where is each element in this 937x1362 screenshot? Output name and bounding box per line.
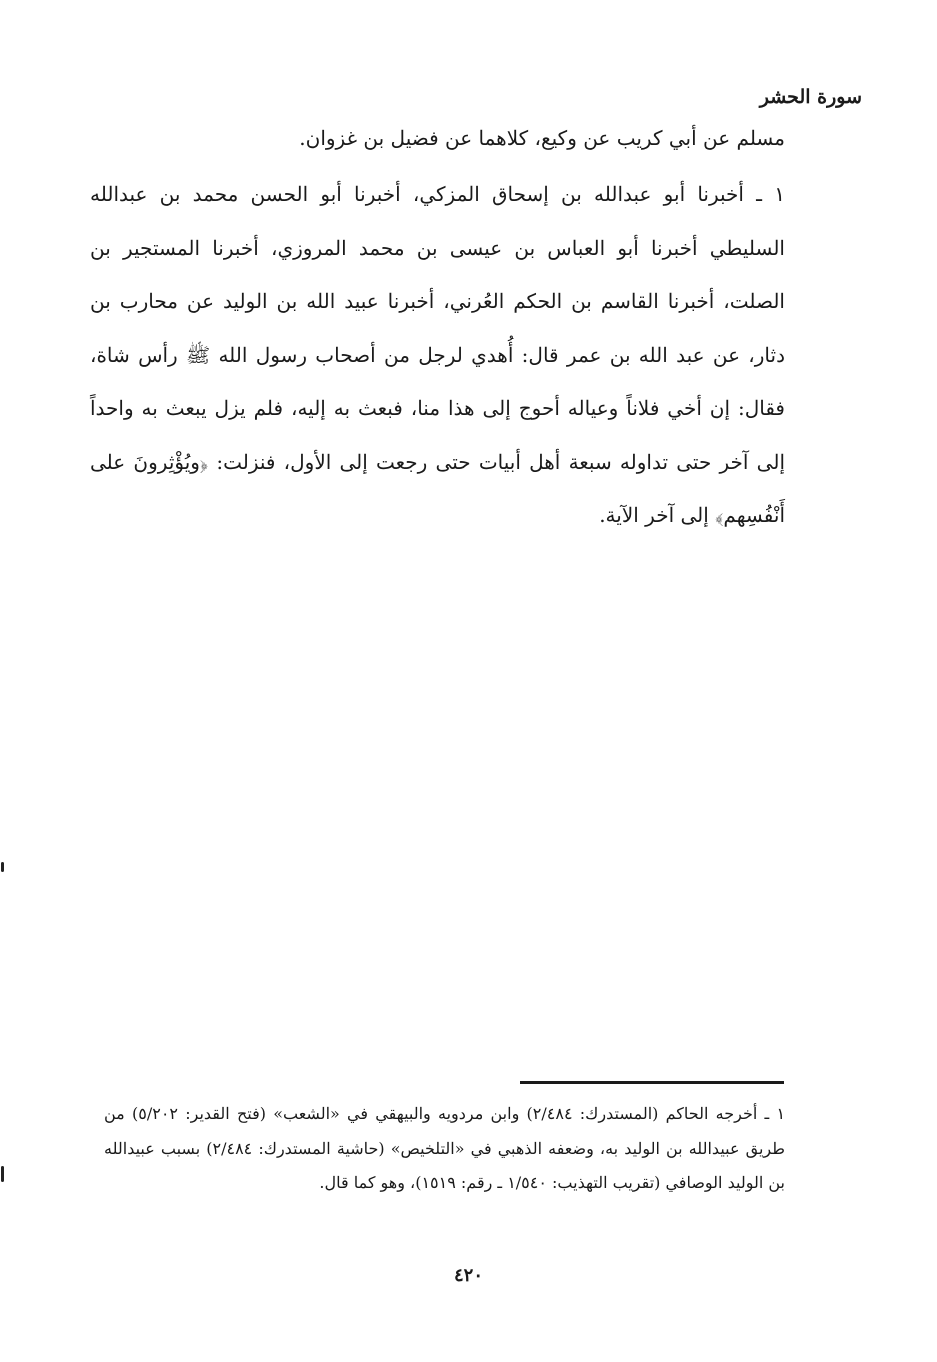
hadith-paragraph: ١ ـ أخبرنا أبو عبدالله بن إسحاق المزكي، أخبرنا أبو الحسن محمد بن عبدالله السليطي أخبرنا أبو العباس بن عيسى بن محمد المروزي، أخبرنا المستجير بن الصلت، أخبرنا القاسم بن الحكم العُرني، أخبرنا عبيد الله بن الوليد عن محارب بن دثار، عن عبد الله بن عمر قال: أُهدي لرجل من أصحاب رسول الله ﷺ رأس شاة، فقال: إن أخي فلاناً وعياله أحوج إلى هذا منا، فبعث به إليه، فلم يزل يبعث به واحداً إلى آخر حتى تداوله سبعة أهل أبيات حتى رجعت إلى الأول، فنزلت: ﴿ويُؤْثِرونَ على أَنْفُسِهم﴾ إلى آخر الآية. bbox=[90, 182, 785, 527]
scan-edge-mark bbox=[1, 862, 4, 872]
page-number: ٤٢٠ bbox=[453, 1265, 483, 1286]
footnote-divider bbox=[520, 1081, 784, 1084]
scan-edge-mark bbox=[1, 1166, 4, 1182]
continuation-paragraph: مسلم عن أبي كريب عن وكيع، كلاهما عن فضيل بن غزوان. bbox=[299, 126, 785, 150]
footnote-paragraph: ١ ـ أخرجه الحاكم (المستدرك: ٢/٤٨٤) وابن مردويه والبيهقي في «الشعب» (فتح القدير: ٥/٢٠٢) من طريق عبيدالله بن الوليد به، وضعفه الذهبي في «التلخيص» (حاشية المستدرك: ٢/٤٨٤) بسبب عبيدالله بن الوليد الوصافي (تقريب التهذيب: ١/٥٤٠ ـ رقم: ١٥١٩)، وهو كما قال. bbox=[104, 1104, 786, 1192]
running-header: سورة الحشر bbox=[759, 86, 862, 108]
